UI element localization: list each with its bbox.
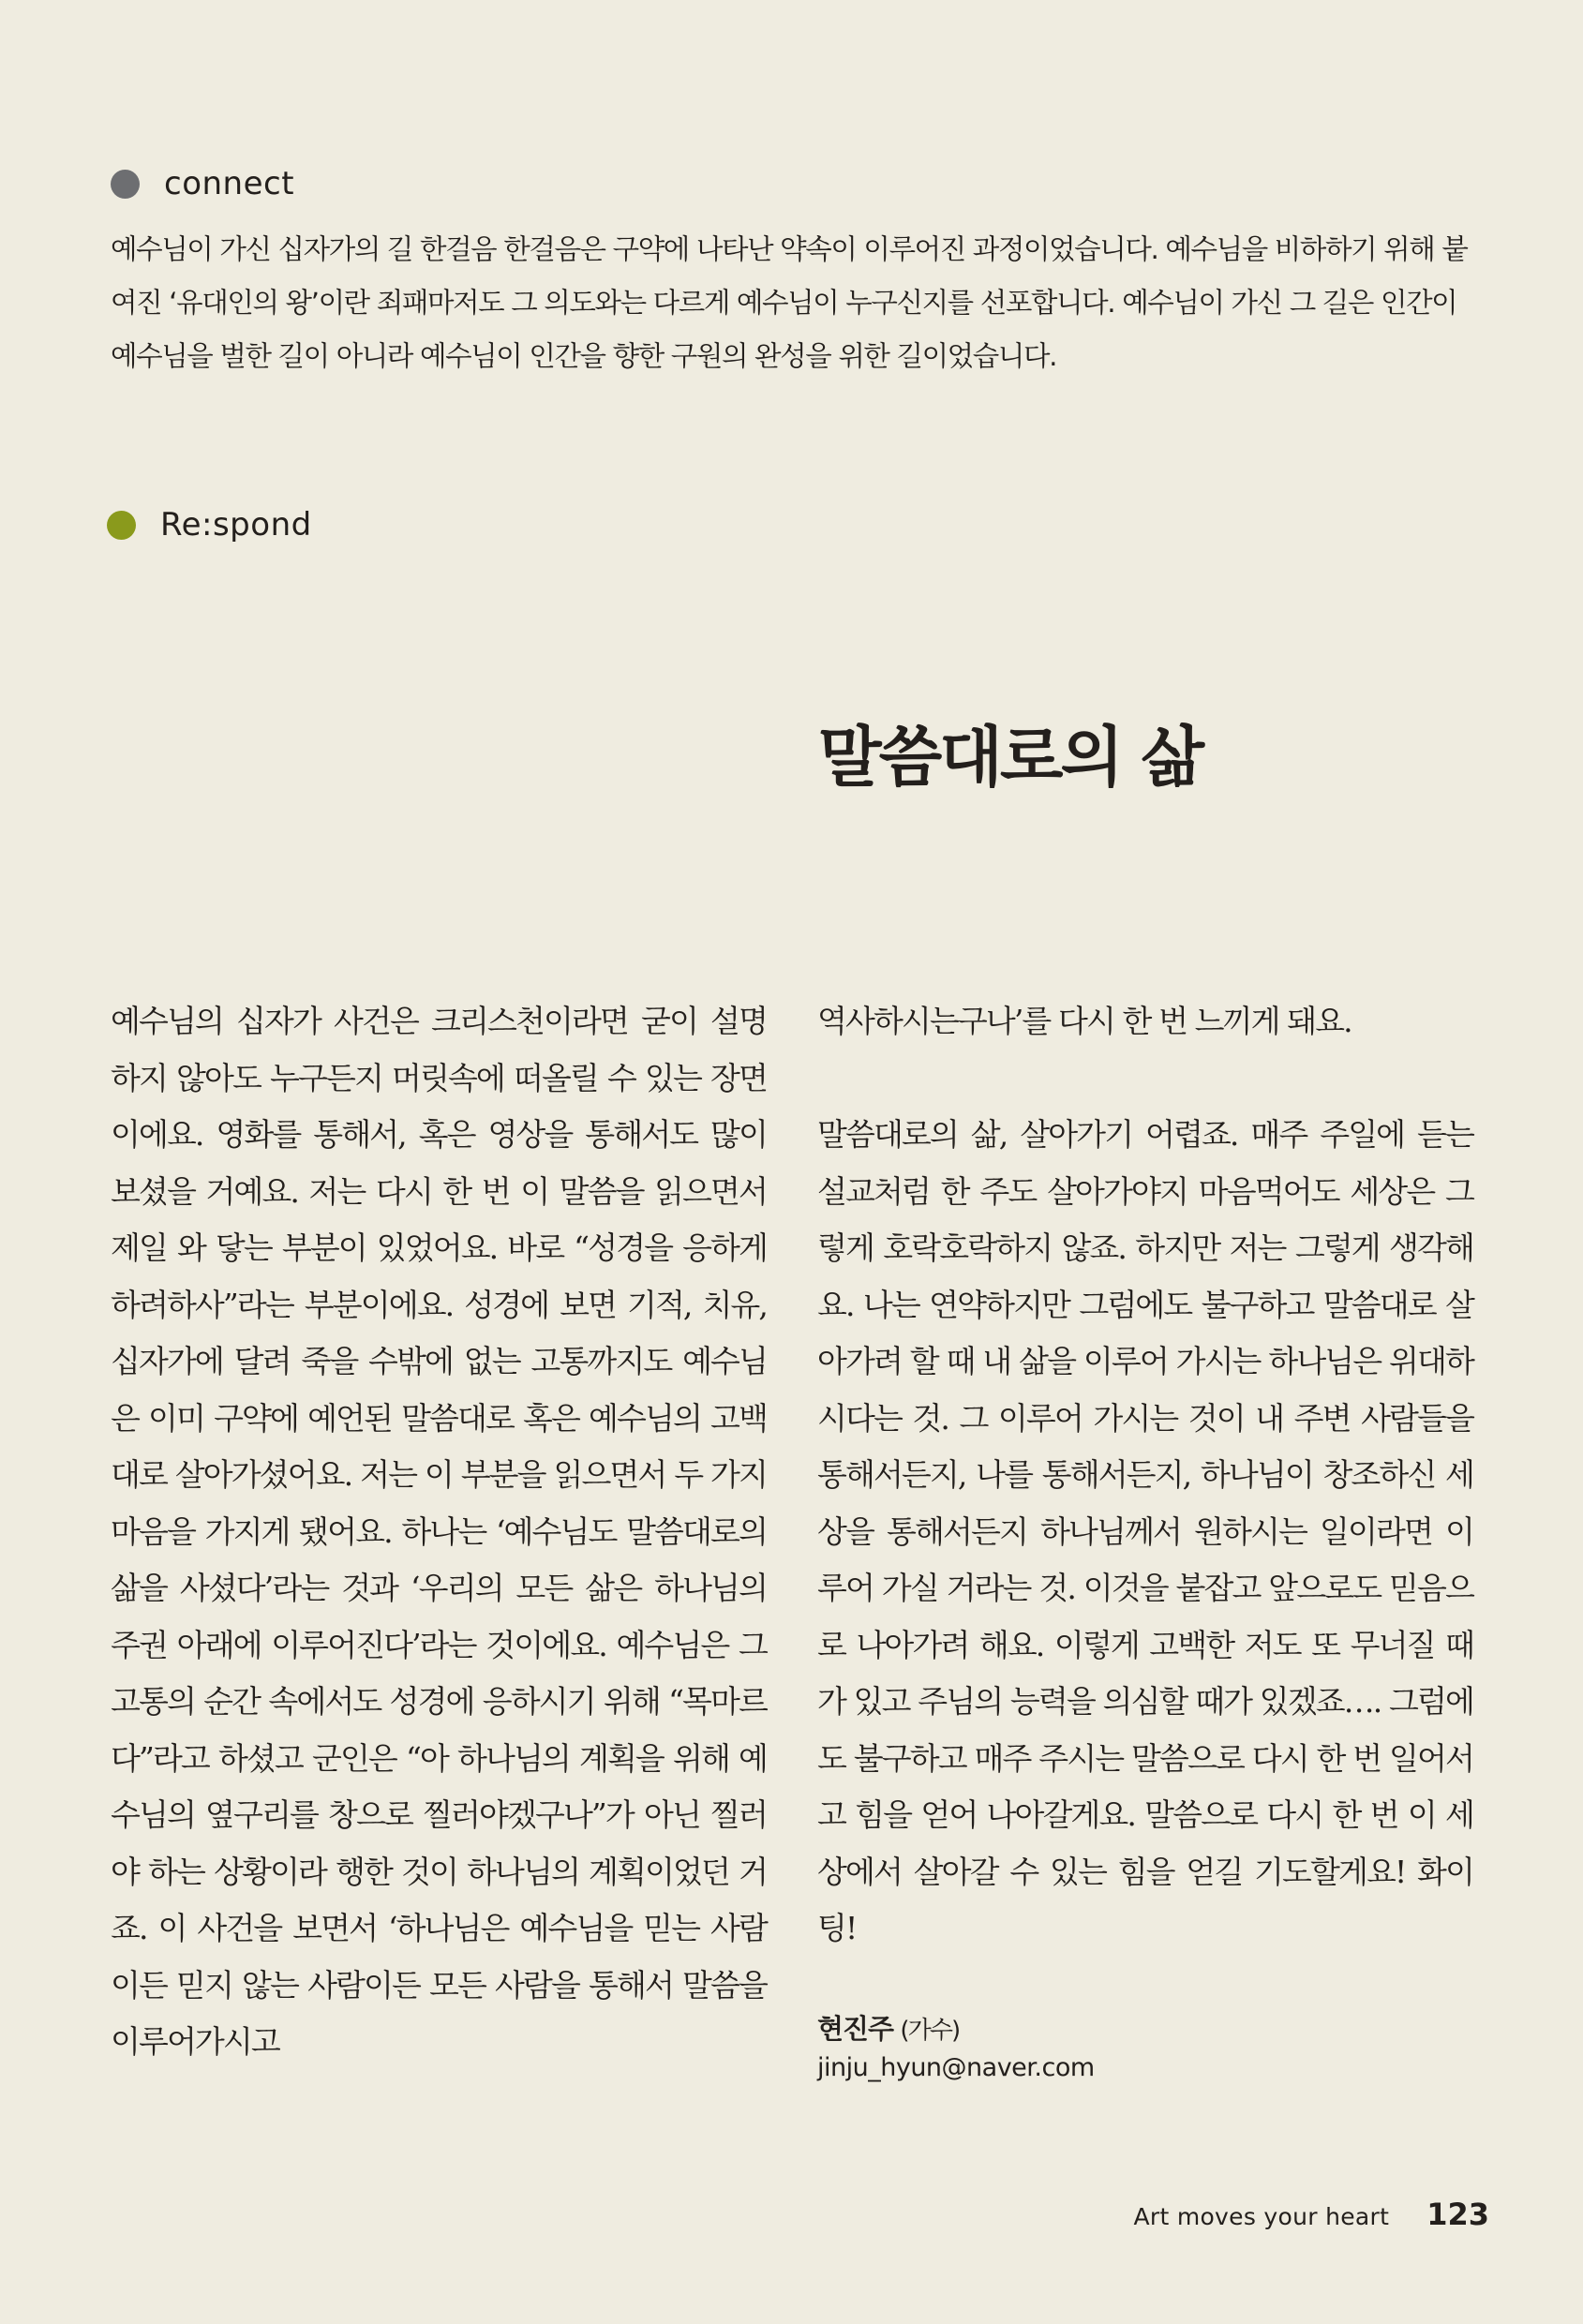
footer-tagline: Art moves your heart [1133,2203,1390,2230]
connect-bullet-icon [111,170,140,199]
connect-text: 예수님이 가신 십자가의 길 한걸음 한걸음은 구약에 나타난 약속이 이루어진 과정이었습니다. 예수님을 비하하기 위해 붙여진 ‘유대인의 왕’이란 죄패마저도 그 의도와는 다르게 예수님이 누구신지를 선포합니다. 예수님이 가신 그 길은 인간이 예수님을 벌한 길이 아니라 예수님이 인간을 향한 구원의 완성을 위한 길이었습니다. [111,233,1468,372]
author-email: jinju_hyun@naver.com [817,2052,1095,2082]
article-headline: 말씀대로의 삶 [818,718,1202,796]
respond-section-header [107,506,312,544]
body-paragraph: 예수님의 십자가 사건은 크리스천이라면 굳이 설명하지 않아도 누구든지 머릿속에 떠올릴 수 있는 장면이에요. 영화를 통해서, 혹은 영상을 통해서도 많이 보셨을 거예요. 저는 다시 한 번 이 말씀을 읽으면서 제일 와 닿는 부분이 있었어요. 바로 “성경을 응하게 하려하사”라는 부분이에요. 성경에 보면 기적, 치유, 십자가에 달려 죽을 수밖에 없는 고통까지도 예수님은 이미 구약에 예언된 말씀대로 혹은 예수님의 고백대로 살아가셨어요. 저는 이 부분을 읽으면서 두 가지 마음을 가지게 됐어요. 하나는 ‘예수님도 말씀대로의 삶을 사셨다’라는 것과 ‘우리의 모든 삶은 하나님의 주권 아래에 이루어진다’라는 것이에요. 예수님은 그 고통의 순간 속에서도 성경에 응하시기 위해 “목마르다”라고 하셨고 군인은 “아 하나님의 계획을 위해 예수님의 옆구리를 창으로 찔러야겠구나”가 아닌 찔러야 하는 상황이라 행한 것이 하나님의 계획이었던 거죠. 이 사건을 보면서 ‘하나님은 예수님을 믿는 사람이든 믿지 않는 사람이든 모든 사람을 통해서 말씀을 이루어가시고 [111,1003,767,2060]
article-column-right [817,993,1473,2087]
body-paragraph: 역사하시는구나’를 다시 한 번 느끼게 돼요. [817,1003,1352,1039]
connect-label: connect [164,165,295,202]
article-column-left [111,993,767,2071]
author-name: 현진주 [817,2012,894,2045]
body-paragraph: 말씀대로의 삶, 살아가기 어렵죠. 매주 주일에 듣는 설교처럼 한 주도 살아가야지 마음먹어도 세상은 그렇게 호락호락하지 않죠. 하지만 저는 그렇게 생각해요. 나는 연약하지만 그럼에도 불구하고 말씀대로 살아가려 할 때 내 삶을 이루어 가시는 하나님은 위대하시다는 것. 그 이루어 가시는 것이 내 주변 사람들을 통해서든지, 나를 통해서든지, 하나님이 창조하신 세상을 통해서든지 하나님께서 원하시는 일이라면 이루어 가실 거라는 것. 이것을 붙잡고 앞으로도 믿음으로 나아가려 해요. 이렇게 고백한 저도 또 무너질 때가 있고 주님의 능력을 의심할 때가 있겠죠…. 그럼에도 불구하고 매주 주시는 말씀으로 다시 한 번 일어서고 힘을 얻어 나아갈게요. 말씀으로 다시 한 번 이 세상에서 살아갈 수 있는 힘을 얻길 기도할게요! 화이팅! [817,1116,1473,1946]
author-role: (가수) [900,2016,960,2045]
respond-label: Re:spond [160,506,312,544]
connect-section-header [111,165,294,202]
page-footer [1133,2197,1489,2232]
respond-bullet-icon [107,511,136,540]
author-credit [817,2010,1473,2087]
page-number: 123 [1426,2197,1489,2232]
